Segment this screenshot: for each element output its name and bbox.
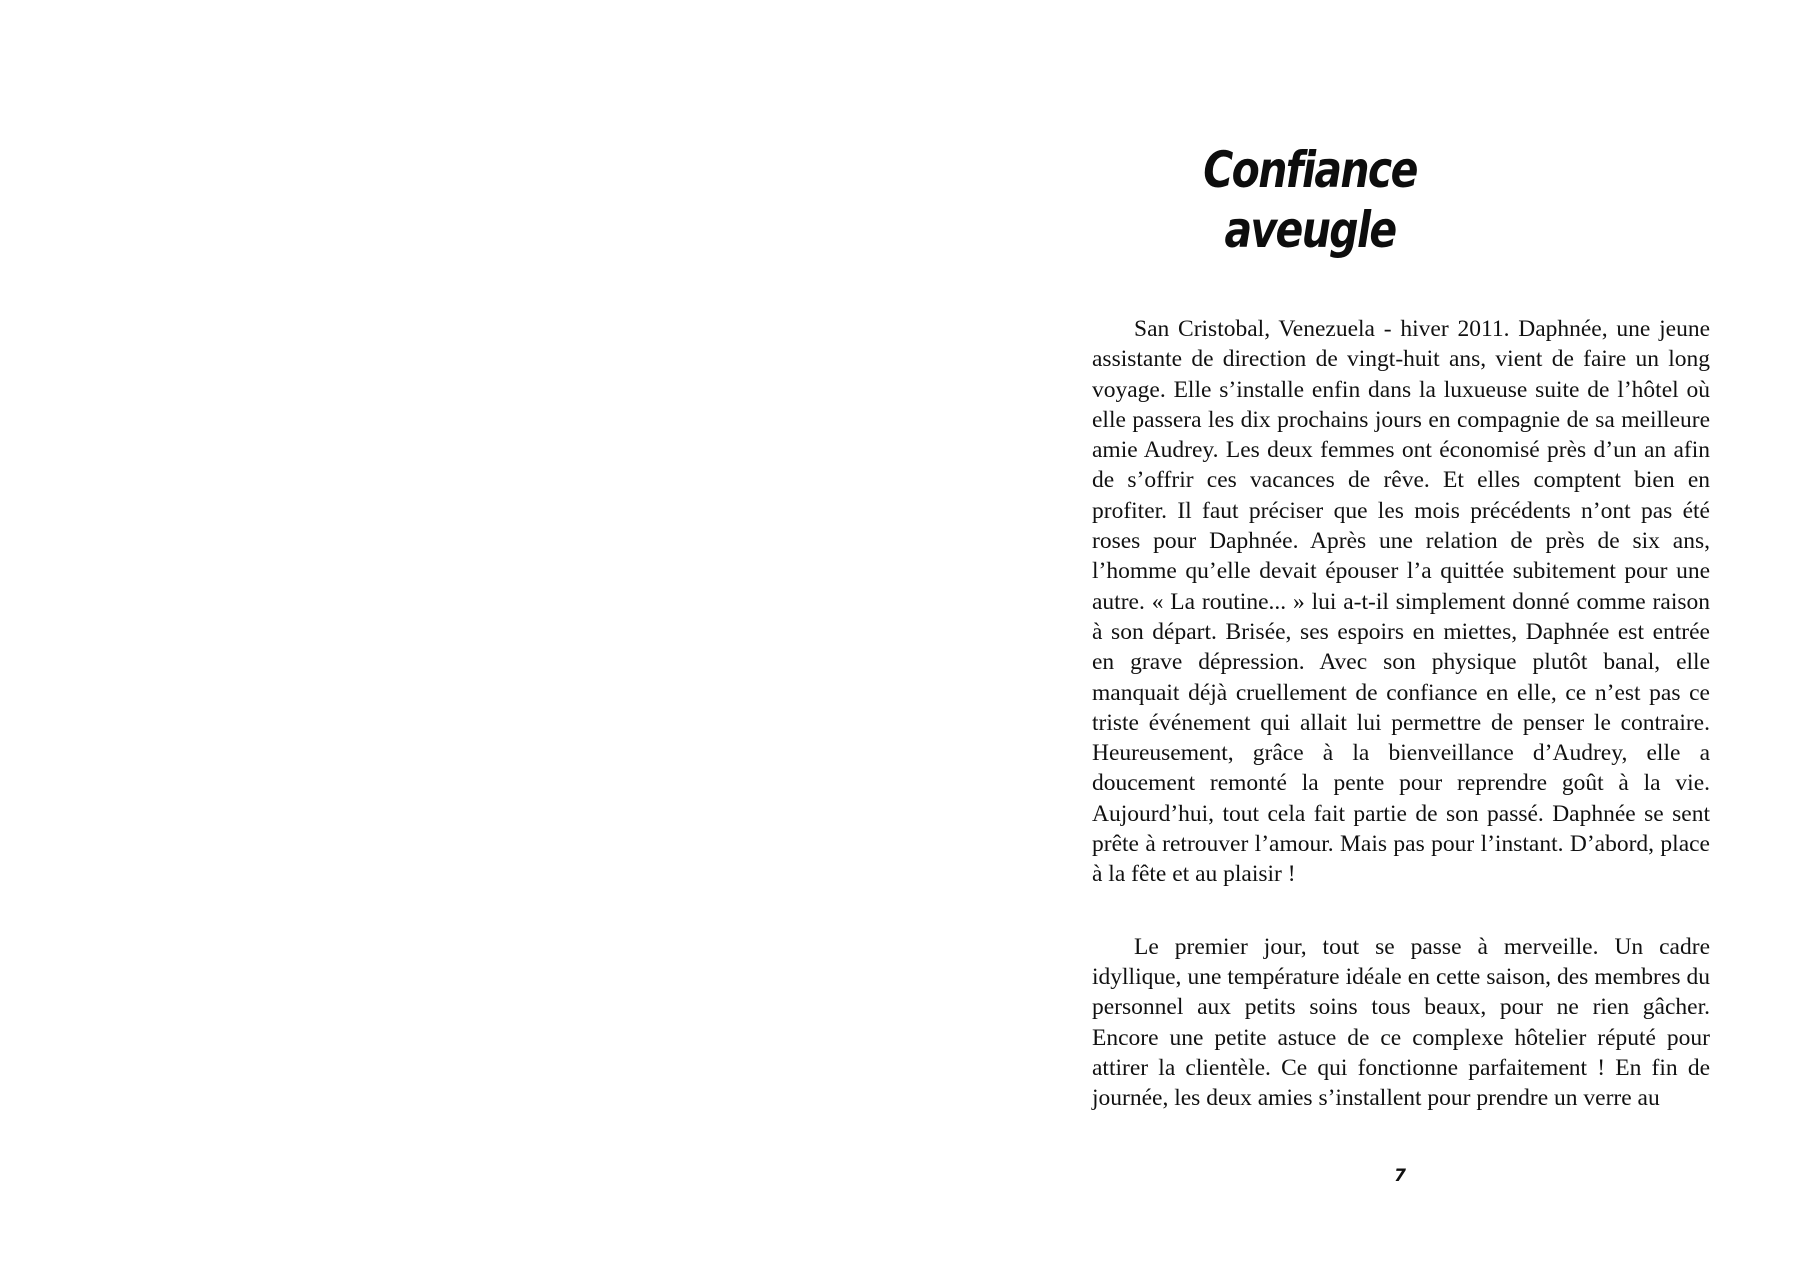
- chapter-body: [1092, 314, 1710, 1113]
- chapter-title: Confiance aveugle: [1203, 141, 1417, 259]
- left-page-blank: [0, 0, 909, 1276]
- page-number: 7: [1394, 1166, 1406, 1186]
- paragraph-1: San Cristobal, Venezuela - hiver 2011. Daphnée, une jeune assistante de direction de vingt-huit ans, vient de faire un long voyage. Elle s’installe enfin dans la luxueuse suite de l’hôtel où elle passera les dix prochains jours en compagnie de sa meilleure amie Audrey. Les deux femmes ont économisé près d’un an afin de s’offrir ces vacances de rêve. Et elles comptent bien en profiter. Il faut préciser que les mois précédents n’ont pas été roses pour Daphnée. Après une relation de près de six ans, l’homme qu’elle devait épouser l’a quittée subitement pour une autre. « La routine... » lui a-t-il simplement donné comme raison à son départ. Brisée, ses espoirs en miettes, Daphnée est entrée en grave dépression. Avec son physique plutôt banal, elle manquait déjà cruellement de confiance en elle, ce n’est pas ce triste événement qui allait lui permettre de penser le contraire. Heureusement, grâce à la bienveillance d’Audrey, elle a doucement remonté la pente pour reprendre goût à la vie. Aujourd’hui, tout cela fait partie de son passé. Daphnée se sent prête à retrouver l’amour. Mais pas pour l’instant. D’abord, place à la fête et au plaisir !: [1092, 316, 1710, 888]
- paragraph-2: Le premier jour, tout se passe à merveille. Un cadre idyllique, une température idéale en cette saison, des membres du personnel aux petits soins tous beaux, pour ne rien gâcher. Encore une petite astuce de ce complexe hôtelier réputé pour attirer la clientèle. Ce qui fonctionne parfaitement ! En fin de journée, les deux amies s’installent pour prendre un verre au: [1092, 933, 1710, 1112]
